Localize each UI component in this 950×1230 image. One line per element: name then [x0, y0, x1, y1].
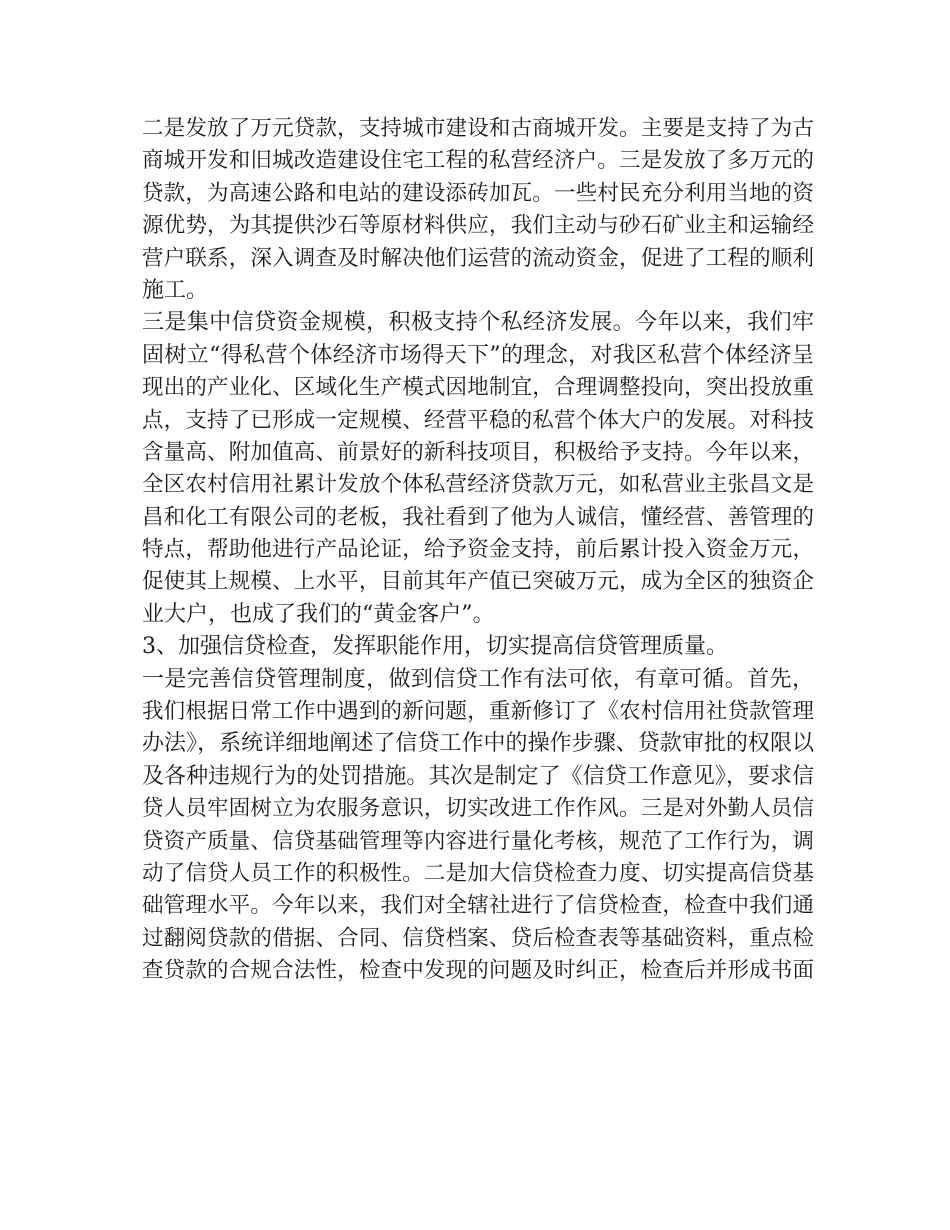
text-line: 贷款，为高速公路和电站的建设添砖加瓦。一些村民充分利用当地的资 [142, 180, 814, 206]
text-line: 础管理水平。今年以来，我们对全辖社进行了信贷检查，检查中我们通 [142, 893, 814, 919]
text-line: 办法》，系统详细地阐述了信贷工作中的操作步骤、贷款审批的权限以 [142, 731, 814, 757]
text-line: 及各种违规行为的处罚措施。其次是制定了《信贷工作意见》，要求信 [142, 763, 814, 789]
text-line: 一是完善信贷管理制度，做到信贷工作有法可依，有章可循。首先， [142, 666, 814, 692]
text-line: 动了信贷人员工作的积极性。二是加大信贷检查力度、切实提高信贷基 [142, 860, 814, 886]
text-line: 查贷款的合规合法性，检查中发现的问题及时纠正，检查后并形成书面 [142, 958, 814, 984]
text-line: 商城开发和旧城改造建设住宅工程的私营经济户。三是发放了多万元的 [142, 148, 814, 174]
text-line: 业大户，也成了我们的“黄金客户”。 [142, 601, 495, 627]
text-line: 营户联系，深入调查及时解决他们运营的流动资金，促进了工程的顺利 [142, 245, 814, 271]
document-body [142, 113, 814, 988]
text-line: 贷资产质量、信贷基础管理等内容进行量化考核，规范了工作行为，调 [142, 828, 814, 854]
text-line: 施工。 [142, 277, 209, 303]
text-line: 固树立“得私营个体经济市场得天下”的理念，对我区私营个体经济呈 [142, 342, 814, 368]
text-line: 现出的产业化、区域化生产模式因地制宜，合理调整投向，突出投放重 [142, 375, 814, 401]
text-line: 促使其上规模、上水平，目前其年产值已突破万元，成为全区的独资企 [142, 569, 814, 595]
text-line: 含量高、附加值高、前景好的新科技项目，积极给予支持。今年以来， [142, 439, 814, 465]
text-line: 点，支持了已形成一定规模、经营平稳的私营个体大户的发展。对科技 [142, 407, 814, 433]
text-line: 贷人员牢固树立为农服务意识，切实改进工作作风。三是对外勤人员信 [142, 796, 814, 822]
text-line: 3、加强信贷检查，发挥职能作用，切实提高信贷管理质量。 [142, 634, 728, 660]
text-line: 源优势，为其提供沙石等原材料供应，我们主动与砂石矿业主和运输经 [142, 213, 814, 239]
text-line: 过翻阅贷款的借据、合同、信贷档案、贷后检查表等基础资料，重点检 [142, 925, 814, 951]
text-line: 全区农村信用社累计发放个体私营经济贷款万元，如私营业主张昌文是 [142, 472, 814, 498]
text-line: 特点，帮助他进行产品论证，给予资金支持，前后累计投入资金万元， [142, 537, 814, 563]
text-line: 我们根据日常工作中遇到的新问题，重新修订了《农村信用社贷款管理 [142, 699, 814, 725]
text-line: 三是集中信贷资金规模，积极支持个私经济发展。今年以来，我们牢 [142, 310, 814, 336]
text-line: 昌和化工有限公司的老板，我社看到了他为人诚信，懂经营、善管理的 [142, 504, 814, 530]
text-line: 二是发放了万元贷款，支持城市建设和古商城开发。主要是支持了为古 [142, 116, 814, 141]
